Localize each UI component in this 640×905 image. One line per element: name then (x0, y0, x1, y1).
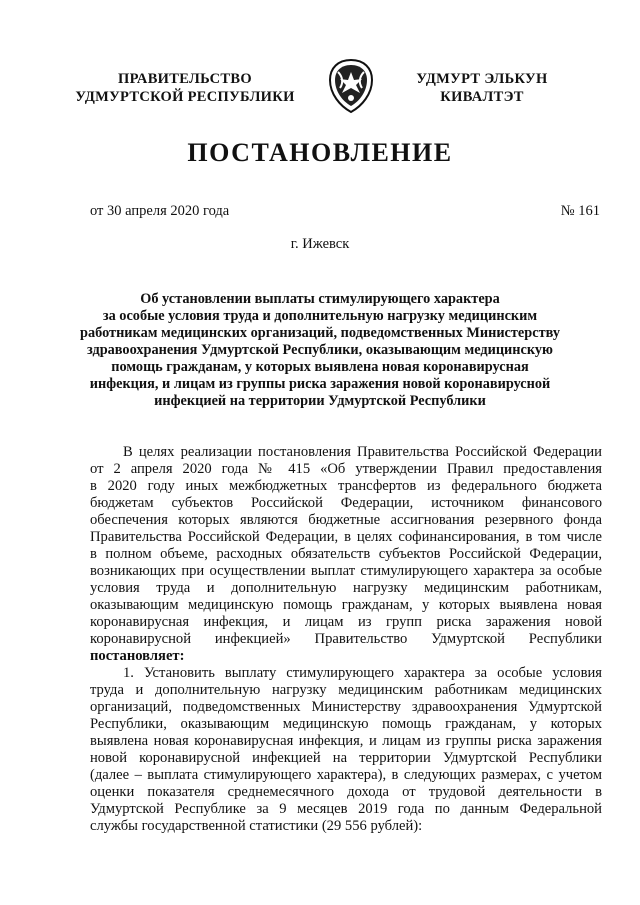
emblem-icon (326, 58, 376, 114)
subject-line: инфекция, и лицам из группы риска заражения новой коронавирусной (89, 376, 551, 392)
body-line: коронавирусной инфекцией» Правительство Удмуртской Республики (90, 631, 602, 647)
document-date: от 30 апреля 2020 года (90, 203, 230, 219)
body-line: в полном объеме, расходных обязательств субъектов Российской Федерации, (90, 546, 602, 562)
body-line: новой коронавирусной инфекцией на территории Удмуртской Республики (90, 750, 602, 766)
document-subject (40, 291, 600, 410)
body-line: службы государственной статистики (29 556 рублей): (90, 818, 423, 834)
body-line: 1. Установить выплату стимулирующего характера за особые условия (123, 665, 602, 681)
body-line: от 2 апреля 2020 года № 415 «Об утверждении Правил предоставления (90, 461, 602, 477)
body-line: выявлена новая коронавирусная инфекция, и лицам из группы риска заражения (90, 733, 602, 749)
body-line: Правительства Российской Федерации, в целях софинансирования, в том числе (90, 529, 602, 545)
body-line-resolves: постановляет: (90, 648, 185, 664)
body-line: организаций, подведомственных Министерству здравоохранения Удмуртской (90, 699, 602, 715)
government-name-russian (70, 70, 300, 106)
body-line: возникающих при осуществлении выплат стимулирующего характера за особые (90, 563, 602, 579)
body-line: труда и дополнительную нагрузку медицинским работникам медицинских (90, 682, 602, 698)
body-line: Удмуртской Республике за 9 месяцев 2019 года по данным Федеральной (90, 801, 602, 817)
document-number: № 161 (560, 203, 600, 219)
subject-line: здравоохранения Удмуртской Республики, оказывающим медицинскую (86, 342, 553, 358)
government-name-line: ПРАВИТЕЛЬСТВО (118, 71, 252, 87)
body-line: (далее – выплата стимулирующего характера), в следующих размерах, с учетом (90, 767, 602, 783)
subject-line: помощь гражданам, у которых выявлена новая коронавирусная (111, 359, 529, 375)
document-title: ПОСТАНОВЛЕНИЕ (187, 138, 453, 167)
body-line: в 2020 году иных межбюджетных трансфертов из федерального бюджета (90, 478, 602, 494)
body-line: В целях реализации постановления Правительства Российской Федерации (123, 444, 602, 460)
body-line: условия труда и дополнительную нагрузку медицинским работникам, (90, 580, 602, 596)
subject-line: работникам медицинских организаций, подведомственных Министерству (80, 325, 560, 341)
body-line: Республики, оказывающим медицинскую помощь гражданам, у которых (90, 716, 602, 732)
body-line: обеспечения которых являются бюджетные ассигнования резервного фонда (90, 512, 602, 528)
subject-line: за особые условия труда и дополнительную нагрузку медицинским (102, 308, 538, 324)
body-line: бюджетам субъектов Российской Федерации, источником финансового (90, 495, 602, 511)
government-name-line: УДМУРТСКОЙ РЕСПУБЛИКИ (75, 89, 295, 105)
government-name-line: КИВАЛТЭТ (440, 89, 524, 105)
udmurt-coat-of-arms-emblem (326, 58, 376, 114)
document-city: г. Ижевск (290, 236, 350, 252)
subject-line: Об установлении выплаты стимулирующего характера (140, 291, 500, 307)
body-line: оценки показателя среднемесячного дохода от трудовой деятельности в (90, 784, 602, 800)
body-line: коронавирусная инфекция, и лицам из групп риска заражения новой (90, 614, 602, 630)
subject-line: инфекцией на территории Удмуртской Республики (154, 393, 486, 409)
government-name-udmurt (392, 70, 572, 106)
government-name-line: УДМУРТ ЭЛЬКУН (416, 71, 548, 87)
body-line: оказывающим медицинскую помощь гражданам, у которых выявлена новая (90, 597, 602, 613)
